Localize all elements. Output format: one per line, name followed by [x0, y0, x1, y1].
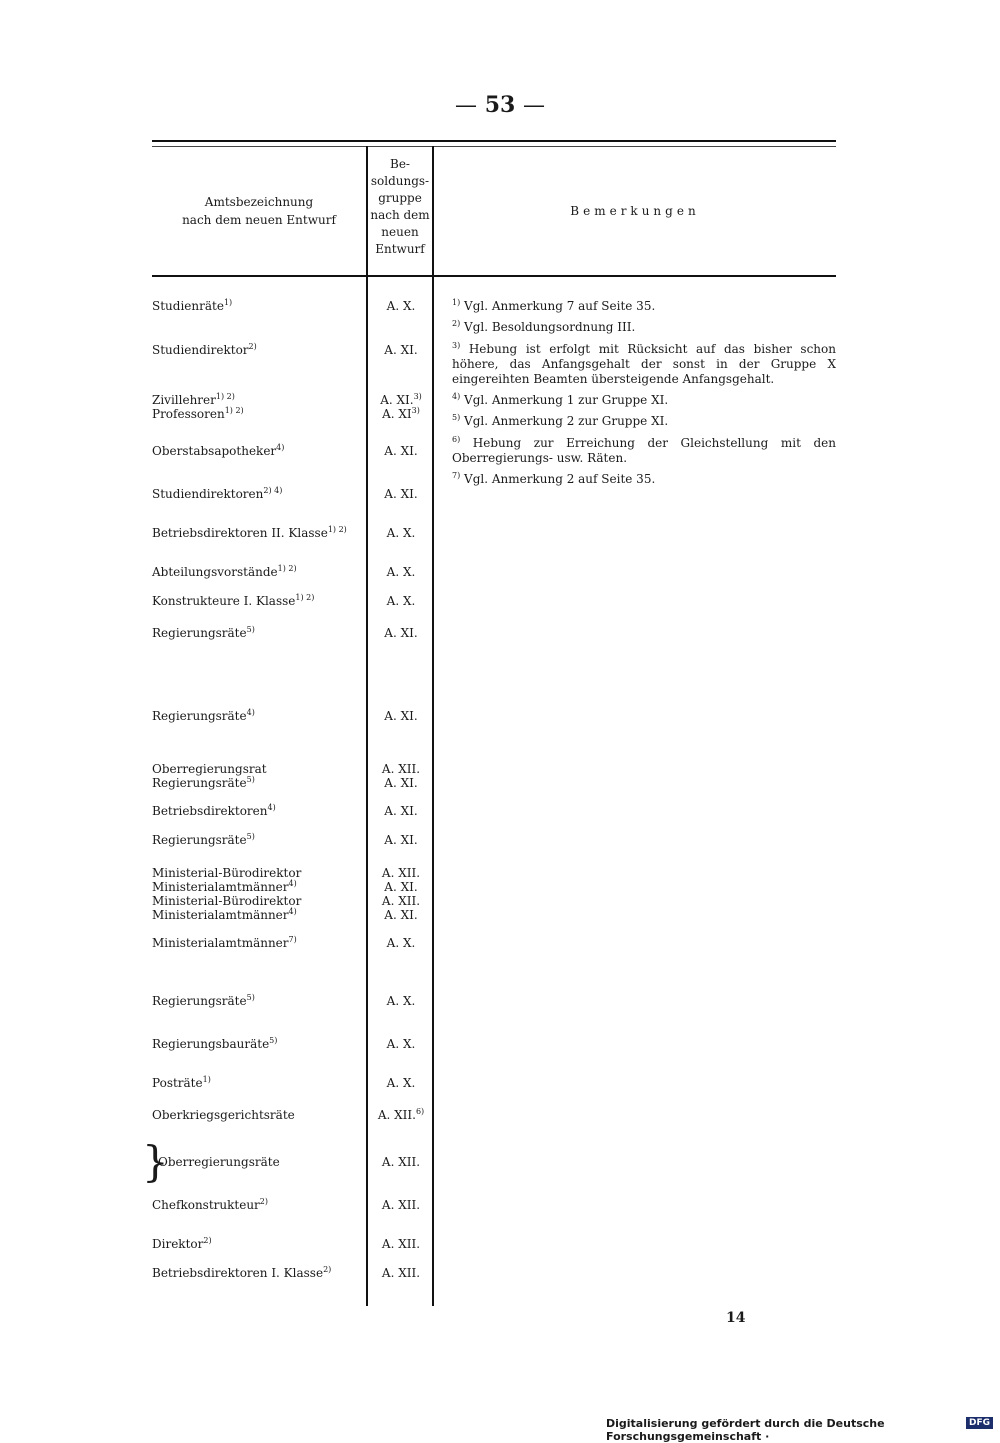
- footnote-ref: 4): [246, 708, 255, 717]
- remark-text: Vgl. Anmerkung 2 zur Gruppe XI.: [464, 414, 669, 428]
- title-text: Regierungsräte: [152, 833, 247, 847]
- row-group: [370, 407, 432, 421]
- group-text: A. X.: [386, 565, 416, 579]
- group-text: A. X.: [386, 594, 416, 608]
- remark-item: [452, 414, 836, 429]
- remark-text: Hebung zur Erreichung der Gleichstellung mit den Oberregierungs- usw. Räten.: [452, 436, 836, 465]
- column-divider-left: [366, 146, 368, 1306]
- row-group: [370, 1198, 432, 1212]
- header-remarks-column: Bemerkungen: [570, 204, 700, 218]
- column-divider-right: [432, 146, 434, 1306]
- footnote-ref: 3): [411, 406, 420, 415]
- row-group: [370, 444, 432, 458]
- footnote-ref: 4): [276, 443, 285, 452]
- row-group: [370, 833, 432, 847]
- title-text: Ministerialamtmänner: [152, 908, 289, 922]
- row-title: [152, 1198, 367, 1212]
- row-group: [370, 626, 432, 640]
- row-group: [370, 936, 432, 950]
- digitization-credit: Digitalisierung gefördert durch die Deutsche Forschungsgemeinschaft ·: [606, 1417, 885, 1443]
- row-title: [152, 908, 367, 922]
- row-title: [152, 1237, 367, 1251]
- remark-item: [452, 436, 836, 466]
- remark-text: Vgl. Besoldungsordnung III.: [464, 320, 636, 334]
- row-group: [370, 299, 432, 313]
- remark-mark: 6): [452, 435, 461, 444]
- remark-mark: 3): [452, 341, 461, 350]
- remark-item: [452, 393, 836, 408]
- group-text: A. XII.: [381, 1266, 421, 1280]
- title-text: Studiendirektor: [152, 343, 249, 357]
- footnote-ref: 5): [269, 1036, 278, 1045]
- row-title: [152, 1266, 367, 1280]
- row-title: [152, 762, 367, 776]
- footnote-ref: 3): [413, 392, 422, 401]
- group-text: A. XI.: [384, 709, 418, 723]
- row-group: [370, 762, 432, 776]
- group-text: A. XI.: [384, 804, 418, 818]
- row-group: [370, 908, 432, 922]
- row-group: [370, 343, 432, 357]
- remark-mark: 5): [452, 413, 461, 422]
- row-title: [152, 866, 367, 880]
- title-text: Studienräte: [152, 299, 224, 313]
- footnote-ref: 2): [259, 1197, 269, 1206]
- remark-mark: 4): [452, 392, 461, 401]
- remark-item: [452, 299, 836, 314]
- row-title: [152, 880, 367, 894]
- row-group: [370, 1237, 432, 1251]
- title-text: Regierungsbauräte: [152, 1037, 270, 1051]
- footnote-ref: 1) 2): [327, 525, 347, 534]
- group-text: A. XII.: [377, 1108, 416, 1122]
- title-text: Betriebsdirektoren II. Klasse: [152, 526, 328, 540]
- group-text: A. XI.: [384, 833, 418, 847]
- group-text: A. XII.: [381, 1155, 421, 1169]
- footnote-ref: 6): [415, 1107, 425, 1116]
- table-top-rule-thin: [152, 146, 836, 147]
- footnote-ref: 5): [246, 832, 255, 841]
- title-text: Ministerialamtmänner: [152, 936, 289, 950]
- remark-mark: 1): [452, 298, 461, 307]
- row-title: [152, 626, 367, 640]
- remark-mark: 7): [452, 471, 461, 480]
- row-group: [370, 1037, 432, 1051]
- group-text: A. XII.: [381, 1237, 421, 1251]
- remark-text: Hebung ist erfolgt mit Rücksicht auf das bisher schon höhere, das Anfangsgehalt der sonst in der Gruppe X eingereihten Beamten übersteigende Anfangsgehalt.: [452, 342, 836, 386]
- footnote-ref: 4): [288, 879, 297, 888]
- row-group: [370, 526, 432, 540]
- row-title: [152, 1037, 367, 1051]
- title-text: Oberregierungsrat: [152, 762, 267, 776]
- footnote-ref: 1) 2): [295, 593, 315, 602]
- title-text: Posträte: [152, 1076, 203, 1090]
- group-text: A. XI.: [384, 626, 418, 640]
- remark-item: [452, 320, 836, 335]
- row-group: [370, 894, 432, 908]
- row-title: [152, 526, 367, 540]
- row-group: [370, 393, 432, 407]
- page-number-value: 53: [484, 92, 516, 118]
- title-text: Konstrukteure I. Klasse: [152, 594, 296, 608]
- group-text: A. X.: [386, 526, 416, 540]
- title-text: Abteilungsvorstände: [152, 565, 278, 579]
- title-text: Ministerialamtmänner: [152, 880, 289, 894]
- title-text: Studiendirektoren: [152, 487, 264, 501]
- title-text: Regierungsräte: [152, 994, 247, 1008]
- footnote-ref: 4): [288, 907, 297, 916]
- footnote-ref: 2) 4): [263, 486, 283, 495]
- group-text: A. XII.: [381, 866, 421, 880]
- row-group: [370, 994, 432, 1008]
- row-title: [158, 1155, 373, 1169]
- row-title: [152, 936, 367, 950]
- header-title-column: Amtsbezeichnung nach dem neuen Entwurf: [182, 195, 336, 227]
- title-text: Oberregierungsräte: [158, 1155, 280, 1169]
- sheet-signature: 14: [726, 1310, 746, 1326]
- title-text: Professoren: [152, 407, 225, 421]
- title-text: Betriebsdirektoren I. Klasse: [152, 1266, 324, 1280]
- title-text: Chefkonstrukteur: [152, 1198, 260, 1212]
- group-text: A. XI.: [384, 776, 418, 790]
- footnote-ref: 1) 2): [224, 406, 244, 415]
- footnote-ref: 2): [323, 1265, 332, 1274]
- row-title: [152, 444, 367, 458]
- row-group: [370, 487, 432, 501]
- footnote-ref: 1): [223, 298, 233, 307]
- footnote-ref: 2): [203, 1236, 212, 1245]
- title-text: Ministerial-Bürodirektor: [152, 894, 302, 908]
- remark-text: Vgl. Anmerkung 7 auf Seite 35.: [464, 299, 656, 313]
- row-title: [152, 894, 367, 908]
- group-text: A. X.: [386, 936, 416, 950]
- footnote-ref: 7): [288, 935, 297, 944]
- group-text: A. XI: [382, 407, 412, 421]
- group-text: A. X.: [386, 994, 416, 1008]
- remark-text: Vgl. Anmerkung 1 zur Gruppe XI.: [464, 393, 669, 407]
- row-group: [370, 804, 432, 818]
- footnote-ref: 1) 2): [215, 392, 235, 401]
- footnote-ref: 5): [246, 625, 255, 634]
- row-title: [152, 833, 367, 847]
- title-text: Regierungsräte: [152, 709, 247, 723]
- page-number: — 53 —: [455, 92, 545, 118]
- row-title: [152, 1076, 367, 1090]
- table-top-rule: [152, 140, 836, 142]
- row-title: [152, 594, 367, 608]
- row-group: [370, 1076, 432, 1090]
- row-title: [152, 343, 367, 357]
- group-text: A. XI.: [384, 487, 418, 501]
- group-text: A. XI.: [384, 880, 418, 894]
- title-text: Oberkriegsgerichtsräte: [152, 1108, 295, 1122]
- row-title: [152, 804, 367, 818]
- remark-item: [452, 472, 836, 487]
- row-group: [370, 709, 432, 723]
- title-text: Ministerial-Bürodirektor: [152, 866, 302, 880]
- footnote-ref: 5): [246, 775, 255, 784]
- row-title: [152, 407, 367, 421]
- row-title: [152, 776, 367, 790]
- group-text: A. XI.: [384, 908, 418, 922]
- remark-text: Vgl. Anmerkung 2 auf Seite 35.: [464, 472, 656, 486]
- footnote-ref: 1) 2): [277, 564, 297, 573]
- row-group: [370, 594, 432, 608]
- header-group-column: Be- soldungs- gruppe nach dem neuen Entwurf: [370, 157, 430, 256]
- group-text: A. X.: [386, 299, 416, 313]
- remark-mark: 2): [452, 319, 461, 328]
- title-text: Regierungsräte: [152, 626, 247, 640]
- row-group: [370, 1266, 432, 1280]
- footnote-ref: 1): [202, 1075, 211, 1084]
- footnote-ref: 4): [267, 803, 276, 812]
- row-title: [152, 1108, 367, 1122]
- title-text: Betriebsdirektoren: [152, 804, 268, 818]
- group-text: A. X.: [386, 1037, 416, 1051]
- footnote-ref: 5): [246, 993, 255, 1002]
- table-header-rule: [152, 275, 836, 277]
- group-text: A. XI.: [384, 444, 418, 458]
- title-text: Direktor: [152, 1237, 204, 1251]
- title-text: Regierungsräte: [152, 776, 247, 790]
- group-text: A. XI.: [384, 343, 418, 357]
- row-group: [370, 776, 432, 790]
- row-title: [152, 487, 367, 501]
- row-group: [370, 1108, 432, 1122]
- row-group: [370, 866, 432, 880]
- group-text: A. X.: [386, 1076, 416, 1090]
- grouping-brace: }: [142, 1137, 169, 1186]
- group-text: A. XI.: [380, 393, 414, 407]
- row-title: [152, 994, 367, 1008]
- footnote-ref: 2): [248, 342, 257, 351]
- row-title: [152, 393, 367, 407]
- remark-item: [452, 342, 836, 387]
- row-title: [152, 565, 367, 579]
- group-text: A. XII.: [381, 894, 421, 908]
- row-group: [370, 1155, 432, 1169]
- row-title: [152, 299, 367, 313]
- row-title: [152, 709, 367, 723]
- title-text: Oberstabsapotheker: [152, 444, 277, 458]
- title-text: Zivillehrer: [152, 393, 216, 407]
- row-group: [370, 880, 432, 894]
- group-text: A. XII.: [381, 762, 421, 776]
- row-group: [370, 565, 432, 579]
- group-text: A. XII.: [381, 1198, 421, 1212]
- dfg-logo: DFG: [966, 1417, 993, 1429]
